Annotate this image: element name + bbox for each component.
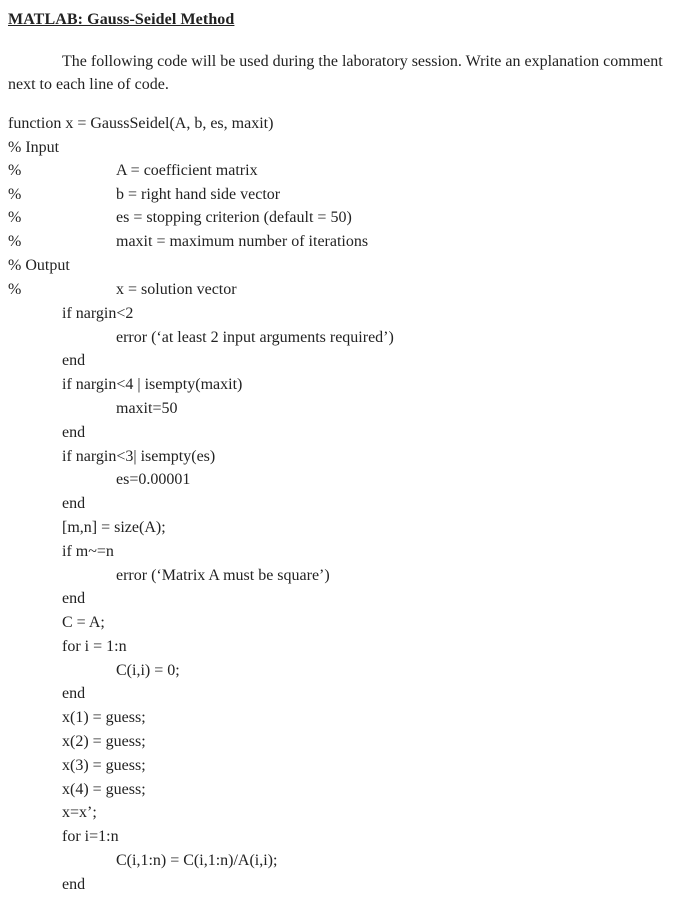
code-line-for-loop-2: for i=1:n <box>62 828 119 845</box>
comment-text: b = right hand side vector <box>116 186 281 203</box>
code-line-copy-matrix: C = A; <box>62 614 105 631</box>
code-line-end: end <box>62 424 86 441</box>
code-line-transpose: x=x’; <box>62 804 97 821</box>
code-line-if-nargin3: if nargin<3| isempty(es) <box>62 448 216 465</box>
code-line-end: end <box>62 590 86 607</box>
code-line-es-default: es=0.00001 <box>116 471 191 488</box>
code-line-zero-diagonal: C(i,i) = 0; <box>116 662 180 679</box>
code-line-for-loop: for i = 1:n <box>62 638 127 655</box>
code-line-function: function x = GaussSeidel(A, b, es, maxit) <box>8 115 274 132</box>
comment-text: A = coefficient matrix <box>116 162 258 179</box>
document-title: MATLAB: Gauss-Seidel Method <box>8 11 235 28</box>
code-line-guess-3: x(3) = guess; <box>62 757 146 774</box>
intro-paragraph <box>8 50 676 96</box>
code-line-size: [m,n] = size(A); <box>62 519 166 536</box>
code-line-end: end <box>62 876 86 893</box>
comment-percent: % <box>8 209 22 226</box>
comment-percent: % <box>8 162 22 179</box>
comment-percent: % <box>8 281 22 298</box>
code-line-output-comment: % Output <box>8 257 70 274</box>
code-line-if-square: if m~=n <box>62 543 114 560</box>
intro-text: The following code will be used during the laboratory session. Write an explanation comment next to each line of code. <box>8 53 663 93</box>
code-line-input-comment: % Input <box>8 139 60 156</box>
code-line-guess-1: x(1) = guess; <box>62 709 146 726</box>
code-line-if-nargin2: if nargin<2 <box>62 305 134 322</box>
code-line-error-args: error (‘at least 2 input arguments required’) <box>116 329 394 346</box>
comment-percent: % <box>8 233 22 250</box>
code-line-if-nargin4: if nargin<4 | isempty(maxit) <box>62 376 243 393</box>
comment-text: maxit = maximum number of iterations <box>116 233 369 250</box>
code-line-end: end <box>62 495 86 512</box>
code-line-comment-es <box>8 206 678 230</box>
code-line-comment-b <box>8 183 678 207</box>
code-line-maxit-default: maxit=50 <box>116 400 178 417</box>
code-line-normalize: C(i,1:n) = C(i,1:n)/A(i,i); <box>116 852 278 869</box>
comment-text: es = stopping criterion (default = 50) <box>116 209 352 226</box>
code-line-guess-4: x(4) = guess; <box>62 781 146 798</box>
code-line-comment-maxit <box>8 230 678 254</box>
code-line-guess-2: x(2) = guess; <box>62 733 146 750</box>
code-line-comment-A <box>8 159 678 183</box>
code-line-end: end <box>62 352 86 369</box>
comment-percent: % <box>8 186 22 203</box>
code-line-error-square: error (‘Matrix A must be square’) <box>116 567 330 584</box>
comment-text: x = solution vector <box>116 281 237 298</box>
code-line-end: end <box>62 685 86 702</box>
code-line-comment-x <box>8 278 678 302</box>
